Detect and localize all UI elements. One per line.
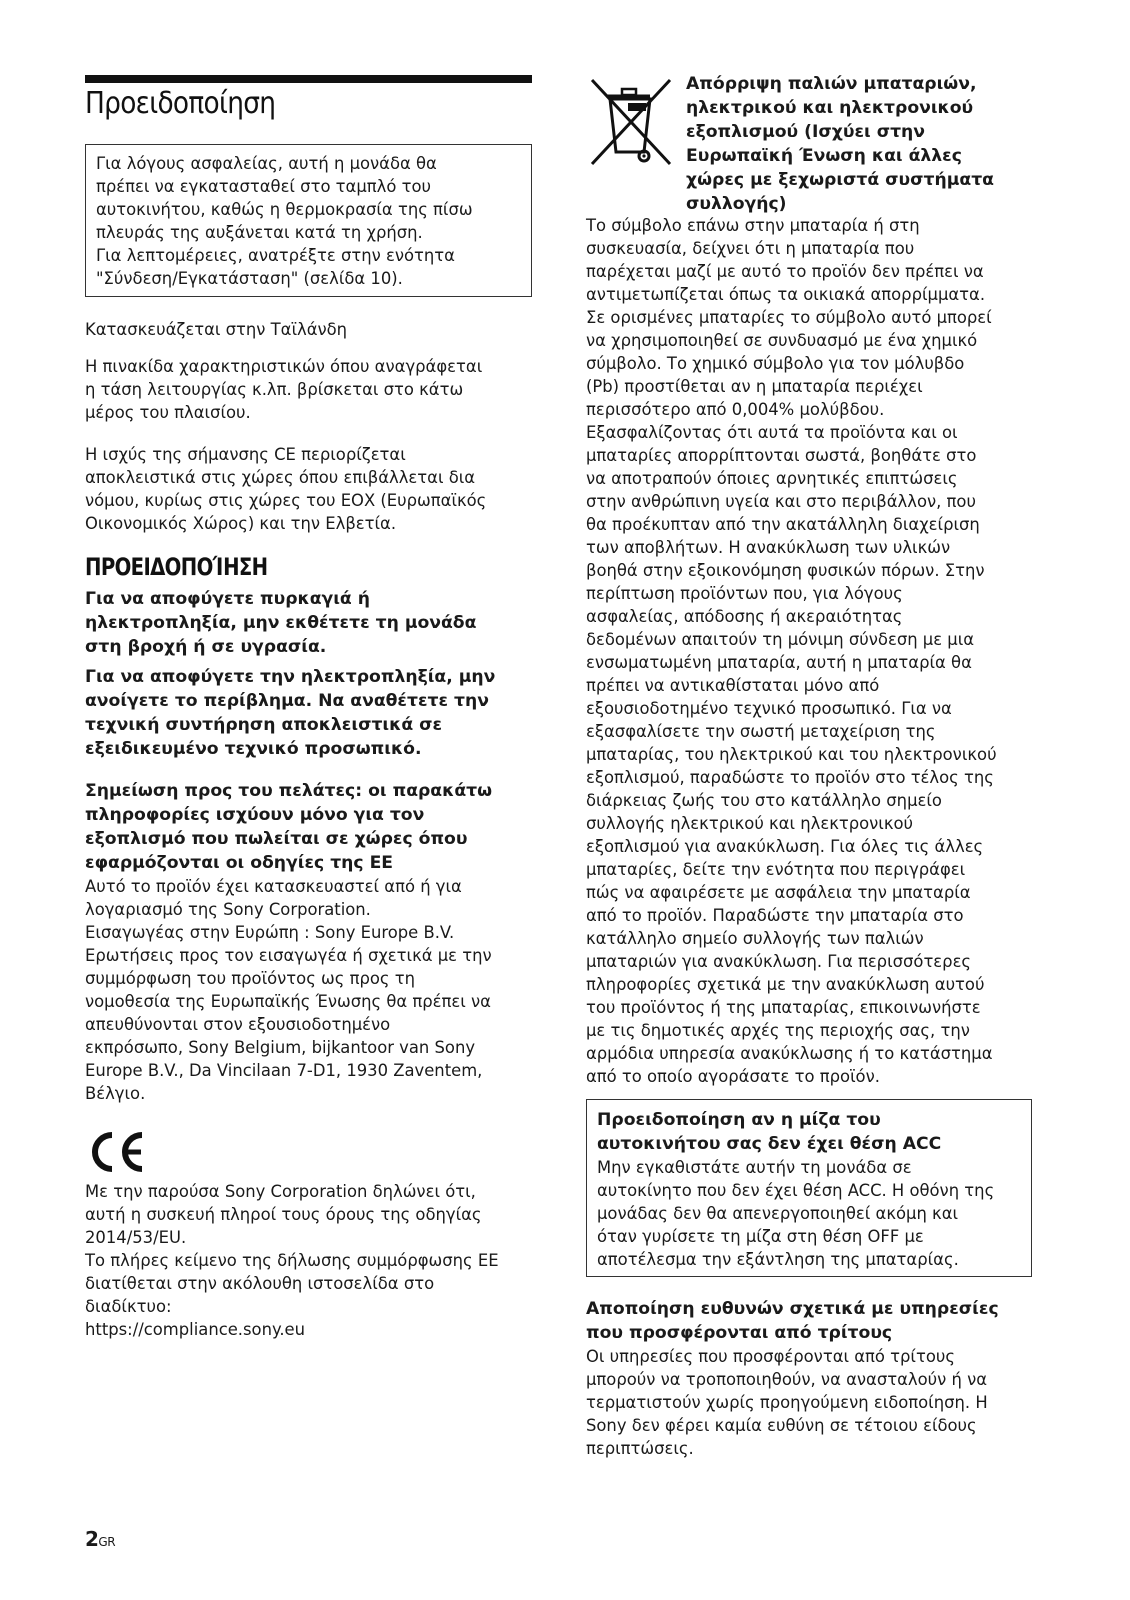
text-line: κατάλληλο σημείο συλλογής των παλιών (586, 929, 924, 948)
text-line: μπαταρίες απορρίπτονται σωστά, βοηθάτε στο (586, 446, 977, 465)
text-line: εφαρμόζονται οι οδηγίες της ΕΕ (85, 853, 394, 873)
text-line: Αυτό το προϊόν έχει κατασκευαστεί από ή για (85, 877, 462, 896)
text-line: από το οποίο αγοράσατε το προϊόν. (586, 1067, 880, 1086)
text-line: όταν γυρίσετε τη μίζα στη θέση OFF με (597, 1227, 924, 1246)
text-line: πρέπει να εγκατασταθεί στο ταμπλό του (96, 177, 431, 196)
text-line: Europe B.V., Da Vincilaan 7-D1, 1930 Zaventem, (85, 1061, 483, 1080)
text-line: πληροφορίες ισχύουν μόνο για τον (85, 805, 425, 825)
text-line: παρέχεται μαζί με αυτό το προϊόν δεν πρέπει να (586, 262, 984, 281)
text-line: αυτοκινήτου σας δεν έχει θέση ACC (597, 1134, 942, 1154)
fire-warning-text (85, 587, 532, 659)
text-line: να αποτραπούν όποιες αρνητικές επιπτώσεις (586, 469, 958, 488)
text-line: Οικονομικός Χώρος) και την Ελβετία. (85, 514, 397, 533)
acc-warning-box (586, 1099, 1032, 1277)
ce-mark-icon (85, 1130, 149, 1174)
text-line: πληροφορίες σχετικά με την ανακύκλωση αυτού (586, 975, 985, 994)
text-line: εξειδικευμένο τεχνικό προσωπικό. (85, 739, 422, 759)
page-number-value: 2 (85, 1527, 99, 1551)
text-line: χώρες με ξεχωριστά συστήματα (686, 170, 994, 190)
installation-notice-text (96, 152, 521, 290)
text-line: Οι υπηρεσίες που προσφέρονται από τρίτους (586, 1347, 955, 1366)
nameplate-text (85, 355, 532, 424)
text-line: Αποποίηση ευθυνών σχετικά με υπηρεσίες (586, 1299, 999, 1319)
text-line: μονάδας δεν θα απενεργοποιηθεί ακόμη και (597, 1204, 959, 1223)
disposal-heading (686, 72, 1036, 216)
text-line: Για να αποφύγετε πυρκαγιά ή (85, 589, 370, 609)
text-line: Βέλγιο. (85, 1084, 146, 1103)
text-line: περισσότερο από 0,004% μολύβδου. (586, 400, 885, 419)
text-line: μπαταριών για ανακύκλωση. Για περισσότερες (586, 952, 972, 971)
text-line: Σε ορισμένες μπαταρίες το σύμβολο αυτό μπορεί (586, 308, 992, 327)
text-line: Ερωτήσεις προς τον εισαγωγέα ή σχετικά με την (85, 946, 492, 965)
text-line: https://compliance.sony.eu (85, 1320, 306, 1339)
text-line: 2014/53/EU. (85, 1228, 187, 1247)
acc-warning-body (597, 1156, 1021, 1271)
text-line: αρμόδια υπηρεσία ανακύκλωσης ή το κατάστημα (586, 1044, 993, 1063)
text-line: αποτέλεσμα την εξάντληση της μπαταρίας. (597, 1250, 959, 1269)
text-line: περίπτωση προϊόντων που, για λόγους (586, 584, 903, 603)
text-line: Μην εγκαθιστάτε αυτήν τη μονάδα σε (597, 1158, 912, 1177)
text-line: πρέπει να αντικαθίσταται μόνο από (586, 676, 880, 695)
ce-validity-text (85, 443, 532, 535)
text-line: στη βροχή ή σε υγρασία. (85, 637, 327, 657)
text-line: περιπτώσεις. (586, 1439, 694, 1458)
text-line: μέρος του πλαισίου. (85, 403, 251, 422)
text-line: Απόρριψη παλιών μπαταριών, (686, 74, 977, 94)
made-in-text: Κατασκευάζεται στην Ταϊλάνδη (85, 320, 348, 339)
page-number-suffix: GR (98, 1535, 116, 1549)
text-line: που προσφέρονται από τρίτους (586, 1323, 893, 1343)
text-line: συλλογής ηλεκτρικού και ηλεκτρονικού (586, 814, 914, 833)
text-line: Το πλήρες κείμενο της δήλωσης συμμόρφωσης ΕΕ (85, 1251, 499, 1270)
eu-note-heading (85, 779, 532, 875)
text-line: η τάση λειτουργίας κ.λπ. βρίσκεται στο κάτω (85, 380, 464, 399)
text-line: ενσωματωμένη μπαταρία, αυτή η μπαταρία θα (586, 653, 972, 672)
text-line: μπορούν να τροποποιηθούν, να ανασταλούν ή να (586, 1370, 988, 1389)
text-line: εξοπλισμού, παραδώστε το προϊόν στο τέλος της (586, 768, 994, 787)
text-line: συμμόρφωση του προϊόντος ως προς τη (85, 969, 415, 988)
text-line: αυτή η συσκευή πληροί τους όρους της οδηγίας (85, 1205, 482, 1224)
warning-heading: ΠΡΟΕΙΔΟΠΟΊΗΣΗ (85, 553, 268, 581)
text-line: αυτοκίνητο που δεν έχει θέση ACC. Η οθόνη της (597, 1181, 995, 1200)
text-line: να χρησιμοποιηθεί σε συνδυασμό με ένα χημικό (586, 331, 978, 350)
text-line: εκπρόσωπο, Sony Belgium, bijkantoor van Sony (85, 1038, 476, 1057)
text-line: των αποβλήτων. Η ανακύκλωση των υλικών (586, 538, 951, 557)
text-line: αντιμετωπίζεται όπως τα οικιακά απορρίμματα. (586, 285, 986, 304)
text-line: συλλογής) (686, 194, 787, 214)
text-line: νόμου, κυρίως στις χώρες του ΕΟΧ (Ευρωπαϊκός (85, 491, 487, 510)
installation-notice-box (85, 144, 532, 297)
text-line: Εισαγωγέας στην Ευρώπη : Sony Europe B.V. (85, 923, 455, 942)
text-line: διατίθεται στην ακόλουθη ιστοσελίδα στο (85, 1274, 435, 1293)
text-line: απευθύνονται στον εξουσιοδοτημένο (85, 1015, 391, 1034)
text-line: μπαταρίας, του ηλεκτρικού και του ηλεκτρονικού (586, 745, 997, 764)
text-line: Η πινακίδα χαρακτηριστικών όπου αναγράφεται (85, 357, 483, 376)
crossed-out-wheeled-bin-icon (586, 74, 676, 170)
text-line: ηλεκτρικού και ηλεκτρονικού (686, 98, 974, 118)
text-line: με τις δημοτικές αρχές της περιοχής σας, την (586, 1021, 970, 1040)
text-line: τερματιστούν χωρίς προηγούμενη ειδοποίηση. Η (586, 1393, 988, 1412)
text-line: του προϊόντος ή της μπαταρίας, επικοινωνήστε (586, 998, 981, 1017)
text-line: Για να αποφύγετε την ηλεκτροπληξία, μην (85, 667, 496, 687)
text-line: πώς να αφαιρέσετε με ασφάλεια την μπαταρία (586, 883, 971, 902)
text-line: Σημείωση προς του πελάτες: οι παρακάτω (85, 781, 493, 801)
text-line: μπαταρίες, δείτε την ενότητα που περιγράφει (586, 860, 966, 879)
text-line: λογαριασμό της Sony Corporation. (85, 900, 371, 919)
acc-warning-heading (597, 1108, 1021, 1156)
text-line: Το σύμβολο επάνω στην μπαταρία ή στη (586, 216, 920, 235)
text-line: "Σύνδεση/Εγκατάσταση" (σελίδα 10). (96, 269, 403, 288)
text-line: Προειδοποίηση αν η μίζα του (597, 1110, 881, 1130)
ce-declaration-text (85, 1180, 532, 1341)
text-line: από το προϊόν. Παραδώστε την μπαταρία στο (586, 906, 964, 925)
text-line: δεδομένων απαιτούν τη μόνιμη σύνδεση με μια (586, 630, 975, 649)
text-line: Η ισχύς της σήμανσης CE περιορίζεται (85, 445, 406, 464)
text-line: βοηθά στην εξοικονόμηση φυσικών πόρων. Στην (586, 561, 985, 580)
text-line: Ευρωπαϊκή Ένωση και άλλες (686, 146, 962, 166)
text-line: συσκευασία, δείχνει ότι η μπαταρία που (586, 239, 915, 258)
text-line: Sony δεν φέρει καμία ευθύνη σε τέτοιου είδους (586, 1416, 977, 1435)
disposal-body (586, 214, 1036, 1088)
text-line: ηλεκτροπληξία, μην εκθέτετε τη μονάδα (85, 613, 477, 633)
text-line: Για λεπτομέρειες, ανατρέξτε στην ενότητα (96, 246, 455, 265)
shock-warning-text (85, 665, 532, 761)
text-line: διαδίκτυο: (85, 1297, 172, 1316)
page-number (85, 1527, 115, 1551)
text-line: Για λόγους ασφαλείας, αυτή η μονάδα θα (96, 154, 437, 173)
text-line: εξοπλισμό που πωλείται σε χώρες όπου (85, 829, 468, 849)
text-line: νομοθεσία της Ευρωπαϊκής Ένωσης θα πρέπει να (85, 992, 491, 1011)
text-line: Εξασφαλίζοντας ότι αυτά τα προϊόντα και οι (586, 423, 958, 442)
text-line: πλευράς της αυξάνεται κατά τη χρήση. (96, 223, 423, 242)
text-line: εξασφαλίσετε την σωστή μεταχείριση της (586, 722, 936, 741)
text-line: σύμβολο. Το χημικό σύμβολο για τον μόλυβδο (586, 354, 965, 373)
text-line: εξοπλισμού (Ισχύει στην (686, 122, 926, 142)
text-line: θα προέκυπταν από την ακατάλληλη διαχείριση (586, 515, 980, 534)
text-line: (Pb) προστίθεται αν η μπαταρία περιέχει (586, 377, 923, 396)
text-line: αποκλειστικά στις χώρες όπου επιβάλλεται δια (85, 468, 476, 487)
third-party-body (586, 1345, 1036, 1460)
text-line: αυτοκινήτου, καθώς η θερμοκρασία της πίσω (96, 200, 473, 219)
text-line: Με την παρούσα Sony Corporation δηλώνει ότι, (85, 1182, 476, 1201)
eu-note-body (85, 875, 532, 1105)
text-line: διάρκειας ζωής του στο κατάλληλο σημείο (586, 791, 942, 810)
text-line: εξοπλισμού για ανακύκλωση. Για όλες τις άλλες (586, 837, 984, 856)
title-rule (85, 75, 532, 83)
text-line: ασφαλείας, απόδοσης ή ακεραιότητας (586, 607, 903, 626)
text-line: εξουσιοδοτημένο τεχνικό προσωπικό. Για να (586, 699, 952, 718)
text-line: ανοίγετε το περίβλημα. Να αναθέτετε την (85, 691, 489, 711)
text-line: τεχνική συντήρηση αποκλειστικά σε (85, 715, 443, 735)
page-title: Προειδοποίηση (85, 86, 276, 121)
third-party-heading (586, 1297, 1036, 1345)
text-line: στην ανθρώπινη υγεία και στο περιβάλλον, που (586, 492, 976, 511)
